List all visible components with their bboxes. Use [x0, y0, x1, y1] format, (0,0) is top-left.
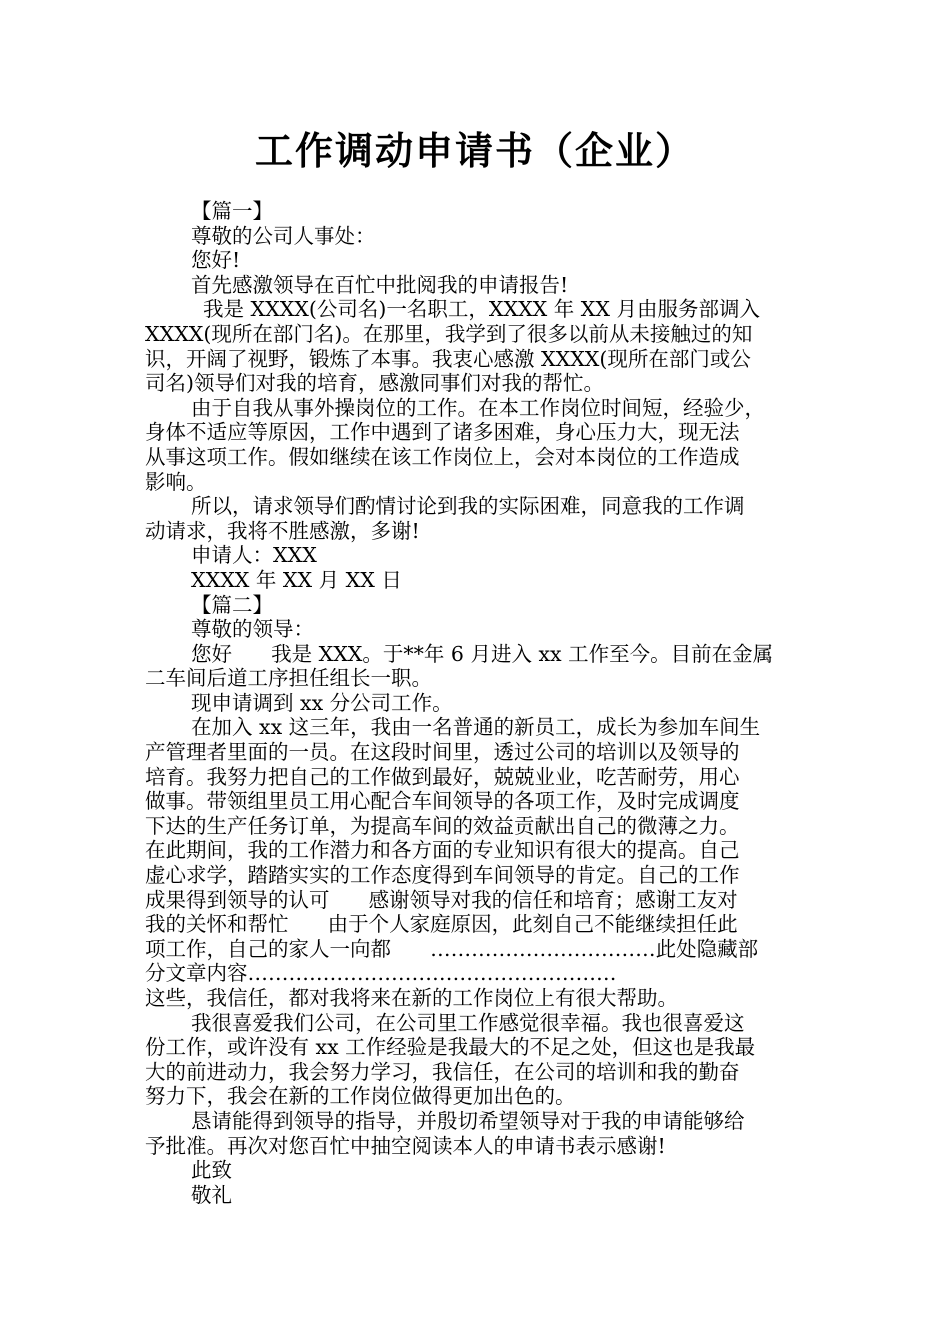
text-line: 【篇一】 — [191, 199, 273, 223]
text-line: 您好! — [191, 248, 241, 273]
text-line: 虚心求学，踏踏实实的工作态度得到车间领导的肯定。自己的工作 — [145, 863, 740, 888]
text-line: 此致 — [191, 1158, 232, 1183]
text-line: 恳请能得到领导的指导，并殷切希望领导对于我的申请能够给 — [191, 1108, 745, 1133]
text-line: 我是 XXXX(公司名)一名职工，XXXX 年 XX 月由服务部调入 — [203, 297, 761, 322]
text-line: 在此期间，我的工作潜力和各方面的专业知识有很大的提高。自己 — [145, 838, 740, 863]
text-line: 分文章内容……………………………………………… — [145, 961, 617, 986]
text-line: 下达的生产任务订单，为提高车间的效益贡献出自己的微薄之力。 — [145, 813, 740, 838]
text-line: 所以，请求领导们酌情讨论到我的实际困难，同意我的工作调 — [191, 494, 745, 519]
text-line: XXXX(现所在部门名)。在那里，我学到了很多以前从未接触过的知 — [145, 321, 753, 346]
text-line: 予批准。再次对您百忙中抽空阅读本人的申请书表示感谢! — [145, 1133, 666, 1158]
text-line: 首先感激领导在百忙中批阅我的申请报告! — [191, 272, 569, 297]
text-line: 【篇二】 — [191, 592, 273, 617]
text-line: 项工作，自己的家人一向都 ……………………………此处隐藏部 — [145, 936, 759, 961]
text-line: 做事。带领组里员工用心配合车间领导的各项工作，及时完成调度 — [145, 789, 740, 814]
text-line: 尊敬的公司人事处： — [191, 223, 376, 248]
text-line: 从事这项工作。假如继续在该工作岗位上，会对本岗位的工作造成 — [145, 444, 740, 469]
text-line: 大的前进动力，我会努力学习，我信任，在公司的培训和我的勤奋 — [145, 1059, 740, 1084]
text-line: 识，开阔了视野，锻炼了本事。我衷心感激 XXXX(现所在部门或公 — [145, 346, 751, 371]
document-title: 工作调动申请书（企业） — [254, 129, 695, 173]
text-line: 司名)领导们对我的培育，感激同事们对我的帮忙。 — [145, 371, 604, 396]
text-line: 培育。我努力把自己的工作做到最好，兢兢业业，吃苦耐劳，用心 — [145, 764, 740, 789]
document-body — [145, 199, 825, 1207]
text-line: 敬礼 — [191, 1182, 232, 1207]
text-line: 成果得到领导的认可 感谢领导对我的信任和培育；感谢工友对 — [145, 887, 738, 912]
text-line: 身体不适应等原因，工作中遇到了诸多困难，身心压力大，现无法 — [145, 420, 740, 445]
text-line: 您好 我是 XXX。于**年 6 月进入 xx 工作至今。目前在金属 — [191, 641, 774, 666]
text-line: 二车间后道工序担任组长一职。 — [145, 666, 432, 691]
text-line: 努力下，我会在新的工作岗位做得更加出色的。 — [145, 1084, 576, 1109]
text-line: 申请人：XXX — [191, 543, 317, 568]
text-line: 产管理者里面的一员。在这段时间里，透过公司的培训以及领导的 — [145, 740, 740, 765]
text-line: XXXX 年 XX 月 XX 日 — [191, 567, 402, 592]
text-line: 动请求，我将不胜感激，多谢! — [145, 518, 420, 543]
text-line: 在加入 xx 这三年，我由一名普通的新员工，成长为参加车间生 — [191, 715, 761, 740]
text-line: 这些，我信任，都对我将来在新的工作岗位上有很大帮助。 — [145, 986, 678, 1010]
text-line: 我很喜爱我们公司，在公司里工作感觉很幸福。我也很喜爱这 — [191, 1010, 745, 1035]
text-line: 我的关怀和帮忙 由于个人家庭原因，此刻自己不能继续担任此 — [145, 912, 738, 937]
text-line: 尊敬的领导： — [191, 617, 314, 642]
text-line: 由于自我从事外操岗位的工作。在本工作岗位时间短，经验少， — [191, 395, 765, 420]
text-line: 影响。 — [145, 469, 207, 494]
text-line: 现申请调到 xx 分公司工作。 — [191, 690, 453, 715]
text-line: 份工作，或许没有 xx 工作经验是我最大的不足之处，但这也是我最 — [145, 1035, 756, 1060]
